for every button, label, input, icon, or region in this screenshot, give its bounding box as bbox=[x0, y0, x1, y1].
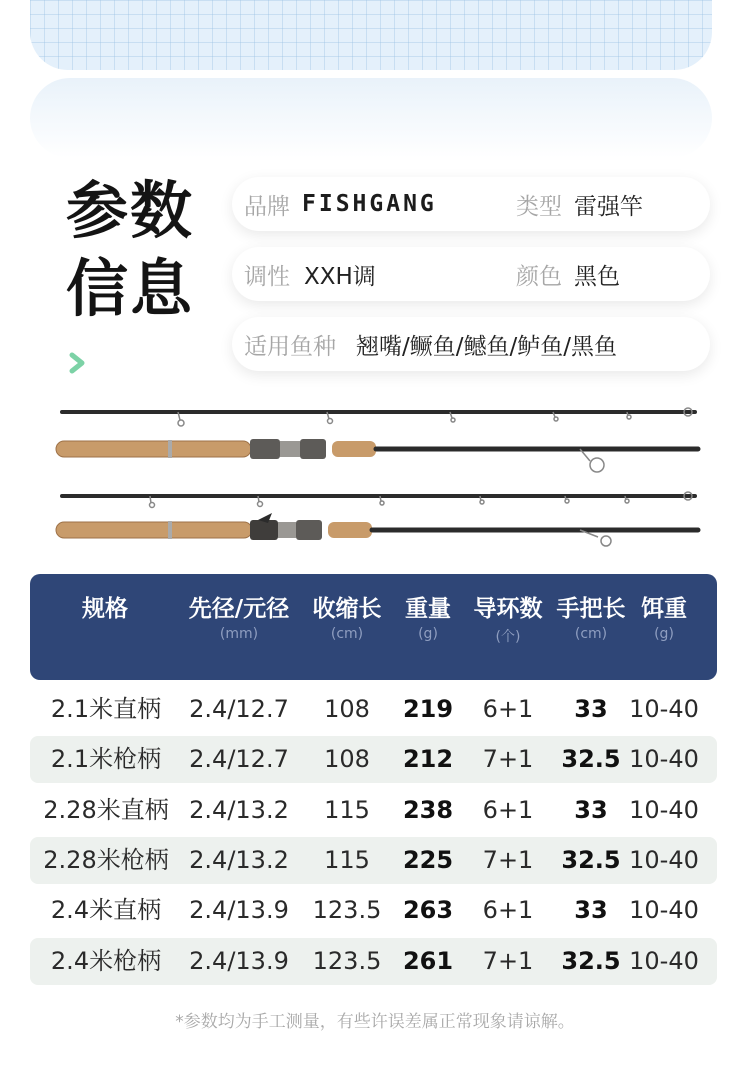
spec-table-header bbox=[30, 574, 717, 680]
header-cell: 手把长 (cm) bbox=[556, 596, 626, 642]
color-value: 黑色 bbox=[574, 263, 620, 290]
header-cell: 饵重 (g) bbox=[641, 596, 687, 642]
rod-spinning-tip bbox=[62, 408, 695, 426]
rod-casting-butt bbox=[56, 513, 698, 546]
title-line-2: 信息 bbox=[66, 252, 195, 325]
section-title bbox=[66, 172, 206, 328]
footnote: *参数均为手工测量，有些许误差属正常现象请谅解。 bbox=[175, 1012, 575, 1032]
type-label: 类型 bbox=[516, 193, 562, 220]
header-cell: 先径/元径 (mm) bbox=[188, 596, 290, 642]
spec-row-species bbox=[232, 317, 710, 371]
action-value: XXH调 bbox=[304, 263, 376, 290]
header-cell: 导环数 (个) bbox=[473, 596, 543, 645]
species-value: 翘嘴/鳜鱼/鳡鱼/鲈鱼/黑鱼 bbox=[356, 333, 617, 360]
rod-spinning-butt bbox=[56, 439, 698, 472]
spec-row-brand-type bbox=[232, 177, 710, 231]
decorative-glow bbox=[30, 78, 712, 158]
table-row: 2.28米枪柄 2.4/13.2 115 225 7+1 32.5 10-40 bbox=[30, 837, 717, 884]
rod-product-image bbox=[50, 395, 710, 555]
brand-logo: FISHGANG bbox=[302, 191, 437, 217]
table-row: 2.4米枪柄 2.4/13.9 123.5 261 7+1 32.5 10-40 bbox=[30, 938, 717, 985]
rod-casting-tip bbox=[62, 492, 695, 508]
species-label: 适用鱼种 bbox=[244, 333, 336, 360]
type-value: 雷强竿 bbox=[574, 193, 643, 220]
title-line-1: 参数 bbox=[66, 174, 195, 247]
header-cell: 收缩长 (cm) bbox=[312, 596, 382, 642]
table-row: 2.4米直柄 2.4/13.9 123.5 263 6+1 33 10-40 bbox=[50, 896, 699, 924]
color-label: 颜色 bbox=[516, 263, 562, 290]
chevron-right-icon bbox=[68, 352, 88, 374]
header-cell: 规格 bbox=[82, 596, 128, 622]
table-row: 2.28米直柄 2.4/13.2 115 238 6+1 33 10-40 bbox=[43, 796, 699, 824]
brand-label: 品牌 bbox=[244, 193, 290, 220]
action-label: 调性 bbox=[244, 263, 290, 290]
top-banner bbox=[30, 0, 712, 70]
header-cell: 重量 (g) bbox=[405, 596, 451, 642]
table-row: 2.1米枪柄 2.4/12.7 108 212 7+1 32.5 10-40 bbox=[30, 736, 717, 783]
spec-row-action-color bbox=[232, 247, 710, 301]
table-row: 2.1米直柄 2.4/12.7 108 219 6+1 33 10-40 bbox=[50, 695, 699, 723]
